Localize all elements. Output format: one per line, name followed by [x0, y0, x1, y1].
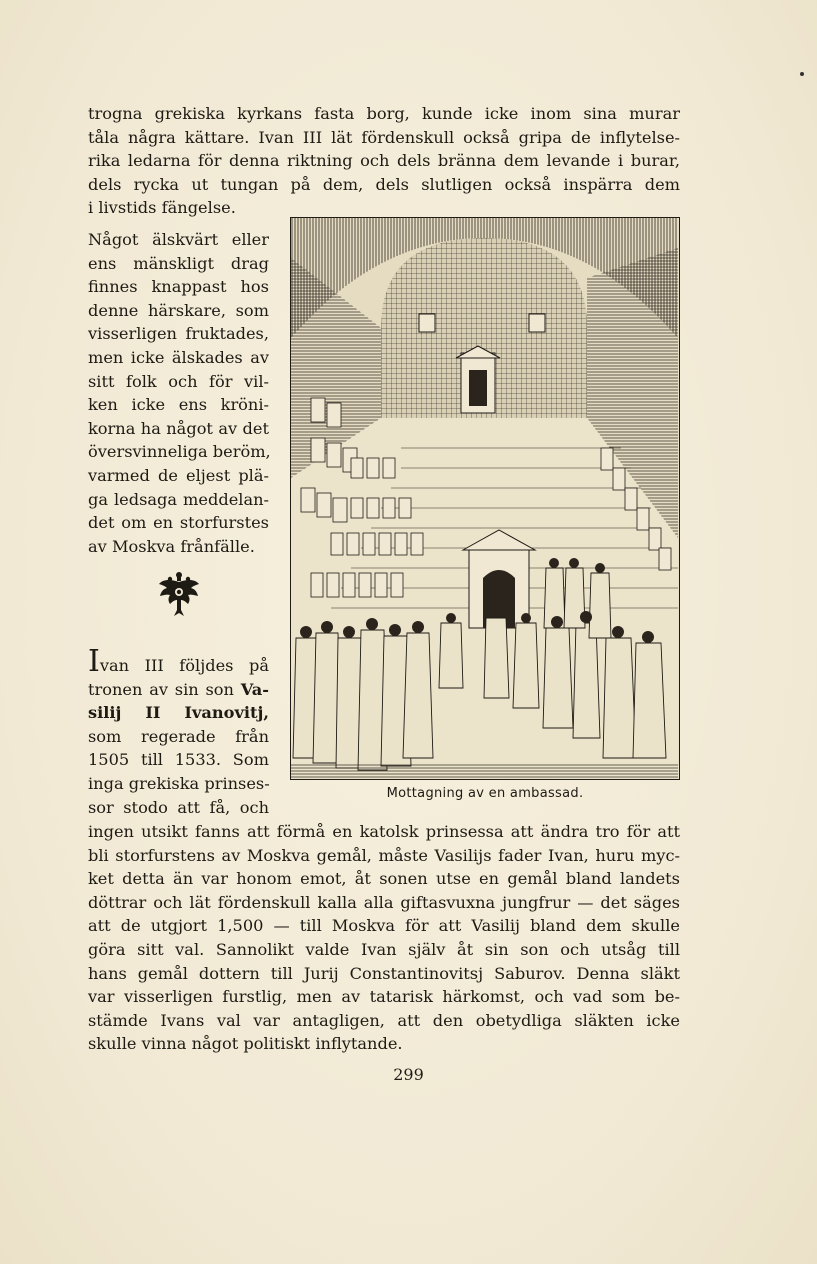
name-bold: Va-: [240, 679, 269, 699]
text-line: i livstids fängelse.: [88, 198, 236, 218]
text-line: stämde Ivans val var antagligen, att den obetydliga släkten icke: [88, 1010, 680, 1030]
text-line: göra sitt val. Sannolikt valde Ivan själv åt sin son och utsåg till: [88, 939, 680, 959]
text-fragment: tronen av sin son: [88, 679, 234, 699]
print-speck: [800, 72, 804, 76]
text-line: att de utgjort 1,500 — till Moskva för att Vasilij bland dem skulle: [88, 916, 680, 936]
bottom-paragraph: [88, 820, 680, 1056]
name-bold: silij II Ivanovitj,: [88, 703, 269, 723]
text-line: [88, 678, 269, 702]
text-line: översvinneliga beröm,: [88, 442, 271, 462]
left-column-paragraph-2: [88, 644, 270, 819]
text-line: sitt folk och för vil-: [88, 371, 269, 391]
text-line: sor stodo att få, och: [88, 797, 269, 817]
text-line: [88, 644, 269, 679]
page-number: 299: [393, 1065, 424, 1084]
text-line: var visserligen furstlig, men av tatarisk härkomst, och vad som be-: [88, 987, 680, 1007]
text-line: korna ha något av det: [88, 418, 269, 438]
text-line: trogna grekiska kyrkans fasta borg, kunde icke inom sina murar: [88, 104, 680, 123]
text-line: visserligen fruktades,: [88, 324, 269, 344]
engraving-illustration: [290, 217, 680, 780]
top-paragraph: [88, 102, 680, 220]
drop-cap: I: [88, 644, 100, 679]
text-line: ingen utsikt fanns att förmå en katolsk prinsessa att ändra tro för att: [88, 822, 680, 841]
text-line: dels rycka ut tungan på dem, dels slutligen också inspärra dem: [88, 174, 680, 194]
text-line: varmed de eljest plä-: [88, 465, 269, 485]
text-line: ket detta än var honom emot, åt sonen utse en gemål bland landets: [88, 869, 680, 889]
text-line: ens mänskligt drag: [88, 253, 269, 273]
text-line: Något älskvärt eller: [88, 230, 269, 249]
text-line: ga ledsaga meddelan-: [88, 489, 269, 509]
text-line: 1505 till 1533. Som: [88, 750, 269, 770]
text-line: ken icke ens kröni-: [88, 395, 269, 415]
text-line: hans gemål dottern till Jurij Constantinovitsj Saburov. Denna släkt: [88, 963, 680, 983]
figure-caption: Mottagning av en ambassad.: [386, 786, 584, 801]
text-line: inga grekiska prinses-: [88, 773, 270, 793]
text-line: av Moskva frånfälle.: [88, 536, 255, 556]
text-line: bli storfurstens av Moskva gemål, måste Vasilijs fader Ivan, huru myc-: [88, 845, 680, 865]
text-line: döttrar och lät fördenskull kalla alla giftasvuxna jungfrur — det säges: [88, 892, 680, 912]
text-line: finnes knappast hos: [88, 277, 269, 297]
left-column-paragraph-1: [88, 228, 269, 558]
text-line: men icke älskades av: [88, 347, 269, 367]
text-line: skulle vinna något politiskt inflytande.: [88, 1034, 403, 1054]
text-line: rika ledarna för denna riktning och dels bränna dem levande i burar,: [88, 151, 680, 171]
text-line: denne härskare, som: [88, 300, 269, 320]
text-line: tåla några kättare. Ivan III lät fördenskull också gripa de inflytelse-: [88, 127, 680, 147]
text-line: det om en storfurstes: [88, 513, 269, 533]
text-fragment: van III följdes på: [99, 656, 269, 675]
text-line: som regerade från: [88, 726, 269, 746]
double-headed-eagle-icon: [156, 570, 202, 620]
engraving-illustration-icon: [291, 218, 678, 778]
